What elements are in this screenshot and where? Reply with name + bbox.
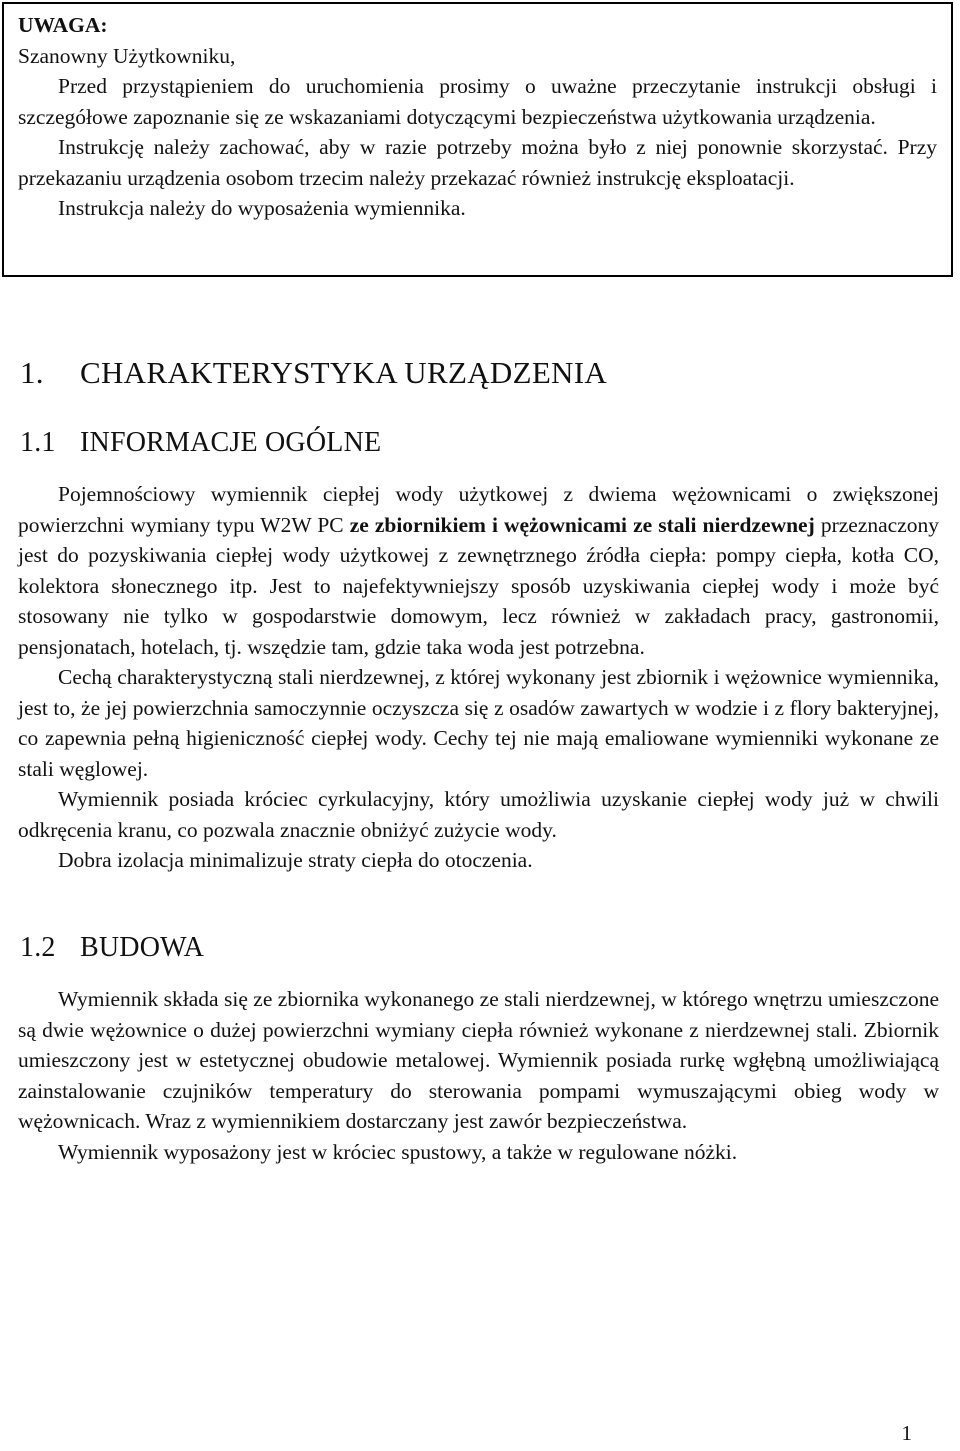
section-1-1-paragraph-4: Dobra izolacja minimalizuje straty ciepła do otoczenia. [58,848,533,872]
section-1-1-body [18,479,939,876]
page-number: 1 [901,1421,912,1445]
warning-paragraph-3: Instrukcja należy do wyposażenia wymiennika. [58,196,466,220]
paragraph-text: Pojemnościowy wymiennik ciepłej wody użytkowej z dwiema wężownicami o zwiększonej powierzchni wymiany typu W2W PC [18,482,939,537]
warning-paragraph-2: Instrukcję należy zachować, aby w razie potrzeby można było z niej ponownie skorzystać. Przy przekazaniu urządzenia osobom trzecim należy przekazać również instrukcję eksploatacji. [18,135,937,190]
section-1-1-paragraph-1 [18,479,939,662]
section-1-1-title: INFORMACJE OGÓLNE [80,427,382,458]
section-1-1-paragraph-3: Wymiennik posiada króciec cyrkulacyjny, który umożliwia uzyskanie ciepłej wody już w chwili odkręcenia kranu, co pozwala znacznie obniżyć zużycie wody. [18,787,939,842]
section-1-2-title: BUDOWA [80,932,205,963]
paragraph-text: przeznaczony jest do pozyskiwania ciepłej wody użytkowej z zewnętrznego źródła ciepła: pompy ciepła, kotła CO, kolektora słonecznego itp. Jest to najefektywniejszy sposób uzyskiwania ciepłej wody i może być stosowany nie tylko w gospodarstwie domowym, lecz również w zakładach pracy, gastronomii, pensjonatach, hotelach, tj. wszędzie tam, gdzie taka woda jest potrzebna. [18,512,939,659]
section-1-2-paragraph-1: Wymiennik składa się ze zbiornika wykonanego ze stali nierdzewnej, w którego wnętrzu umieszczone są dwie wężownice o dużej powierzchni wymiany ciepła również wykonane z nierdzewnej stali. Zbiornik umieszczony jest w estetycznej obudowie metalowej. Wymiennik posiada rurkę wgłębną umożliwiającą zainstalowanie czujników temperatury do sterowania pompami wymuszającymi obieg wody w wężownicach. Wraz z wymiennikiem dostarczany jest zawór bezpieczeństwa. [18,987,939,1133]
warning-paragraph-1: Przed przystąpieniem do uruchomienia prosimy o uważne przeczytanie instrukcji obsługi i szczegółowe zapoznanie się ze wskazaniami dotyczącymi bezpieczeństwa użytkowania urządzenia. [18,74,937,129]
warning-box [2,2,953,277]
section-1-title: CHARAKTERYSTYKA URZĄDZENIA [80,355,608,390]
section-1-1-paragraph-2: Cechą charakterystyczną stali nierdzewnej, z której wykonany jest zbiornik i wężownice wymiennika, jest to, że jej powierzchnia samoczynnie oczyszcza się z osadów zawartych w wodzie i z flory bakteryjnej, co zapewnia pełną higieniczność ciepłej wody. Cechy tej nie mają emaliowane wymienniki wykonane ze stali węglowej. [18,665,939,781]
section-1-2-number: 1.2 [20,932,56,963]
section-1-2-heading [20,932,204,964]
warning-title: UWAGA: [18,13,108,37]
section-1-2-body [18,984,939,1167]
section-1-heading [20,355,607,391]
section-1-1-heading [20,427,381,459]
warning-greeting: Szanowny Użytkowniku, [18,43,236,68]
bold-text: ze zbiornikiem i wężownicami ze stali nierdzewnej [349,512,815,537]
section-1-number: 1. [20,355,44,390]
section-1-1-number: 1.1 [20,427,56,458]
section-1-2-paragraph-2: Wymiennik wyposażony jest w króciec spustowy, a także w regulowane nóżki. [58,1139,738,1164]
